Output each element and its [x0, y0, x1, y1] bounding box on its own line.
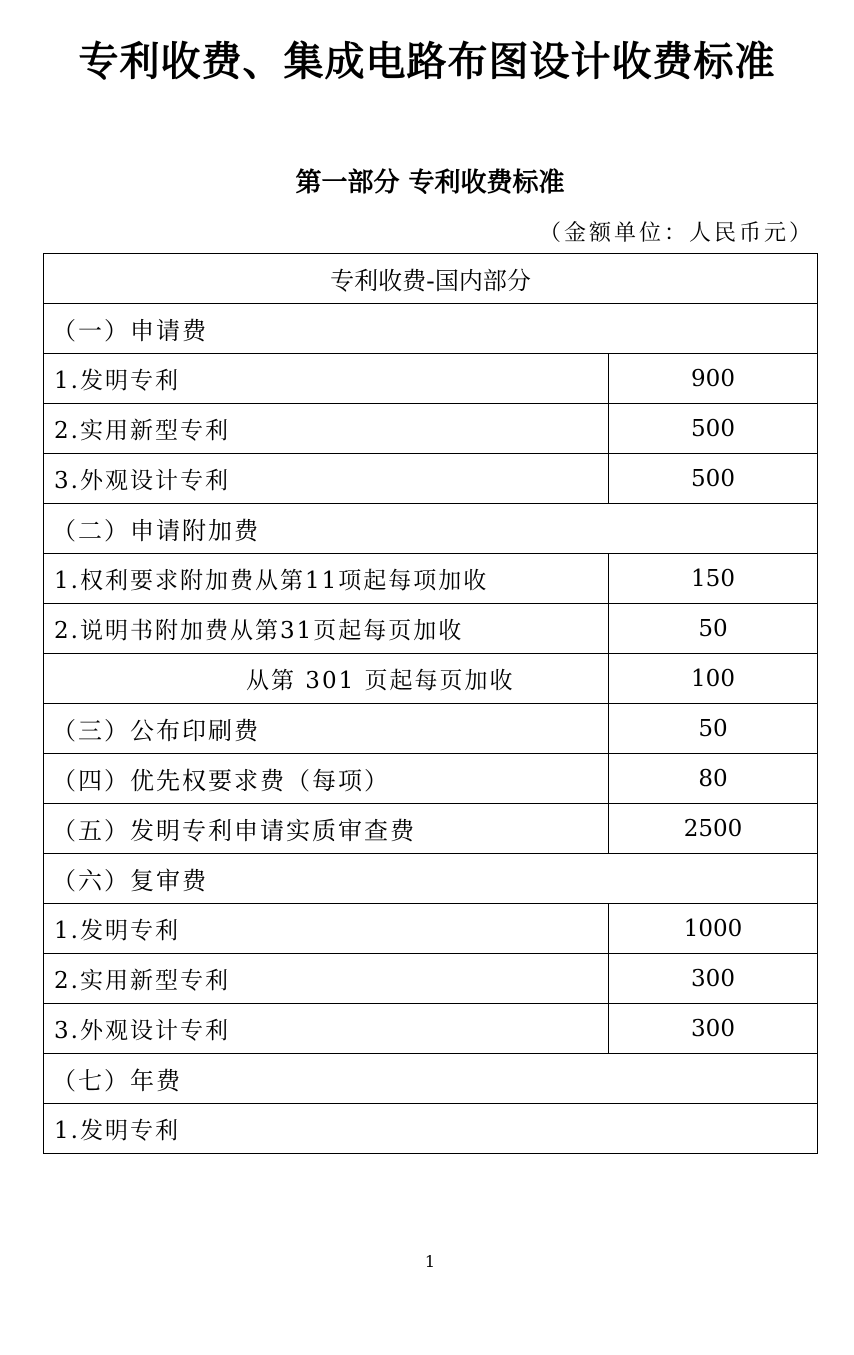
section-heading-cell: （五）发明专利申请实质审查费 — [44, 804, 609, 854]
table-row — [44, 904, 818, 954]
page-number: 1 — [424, 1252, 436, 1271]
table-row — [44, 804, 818, 854]
fee-amount-cell: 900 — [609, 354, 818, 404]
section-heading-cell: （七）年费 — [44, 1054, 818, 1104]
table-row — [44, 1054, 818, 1104]
fee-amount-cell: 500 — [609, 404, 818, 454]
fee-amount-cell: 500 — [609, 454, 818, 504]
table-row — [44, 954, 818, 1004]
fee-item-label-cell: 2.实用新型专利 — [44, 954, 609, 1004]
fee-amount-cell: 50 — [609, 604, 818, 654]
section-heading-cell: （三）公布印刷费 — [44, 704, 609, 754]
fee-amount-cell: 150 — [609, 554, 818, 604]
fee-item-label-cell: 3.外观设计专利 — [44, 1004, 609, 1054]
fee-item-label-cell: 1.权利要求附加费从第11项起每项加收 — [44, 554, 609, 604]
table-row — [44, 1104, 818, 1154]
table-row — [44, 704, 818, 754]
fee-amount-cell: 1000 — [609, 904, 818, 954]
fee-amount-cell: 50 — [609, 704, 818, 754]
section-heading-cell: （六）复审费 — [44, 854, 818, 904]
table-row — [44, 354, 818, 404]
table-row — [44, 1004, 818, 1054]
fee-amount-cell: 300 — [609, 1004, 818, 1054]
fee-item-label-cell: 1.发明专利 — [44, 904, 609, 954]
section-heading-cell: （四）优先权要求费（每项） — [44, 754, 609, 804]
table-row — [44, 654, 818, 704]
fee-amount-cell: 80 — [609, 754, 818, 804]
fee-item-label-cell: 2.说明书附加费从第31页起每页加收 — [44, 604, 609, 654]
table-row — [44, 454, 818, 504]
fee-item-label-cell: 3.外观设计专利 — [44, 454, 609, 504]
fee-amount-cell: 300 — [609, 954, 818, 1004]
table-row — [44, 604, 818, 654]
document-title: 专利收费、集成电路布图设计收费标准 — [78, 39, 776, 85]
section-heading-cell: （二）申请附加费 — [44, 504, 818, 554]
fee-amount-cell: 2500 — [609, 804, 818, 854]
table-header-row — [44, 254, 818, 304]
section-subtitle: 第一部分 专利收费标准 — [295, 168, 565, 198]
fee-item-label-cell: 1.发明专利 — [44, 1104, 818, 1154]
table-row — [44, 304, 818, 354]
fee-item-label-cell: 1.发明专利 — [44, 354, 609, 404]
currency-unit-note: （金额单位：人民币元） — [538, 221, 814, 246]
section-heading-cell: （一）申请费 — [44, 304, 818, 354]
table-row — [44, 504, 818, 554]
table-row — [44, 554, 818, 604]
fee-amount-cell: 100 — [609, 654, 818, 704]
table-row — [44, 854, 818, 904]
table-row — [44, 404, 818, 454]
table-header: 专利收费-国内部分 — [44, 254, 818, 304]
fee-item-label-cell: 从第 301 页起每页加收 — [44, 654, 609, 704]
fee-item-label-cell: 2.实用新型专利 — [44, 404, 609, 454]
table-row — [44, 754, 818, 804]
fee-table — [43, 253, 818, 1154]
